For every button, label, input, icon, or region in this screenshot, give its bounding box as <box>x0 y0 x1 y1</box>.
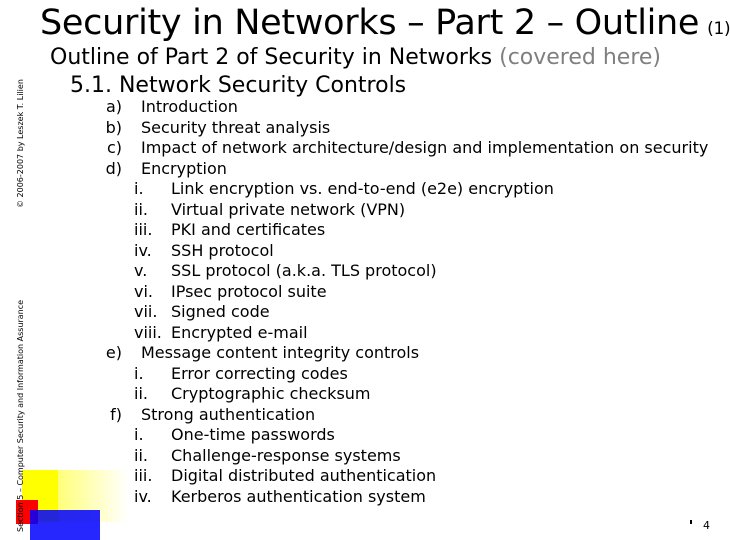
outline-subitem <box>0 425 720 446</box>
outline-item-text: Introduction <box>141 97 238 116</box>
outline-subitem-marker: ii. <box>134 445 148 465</box>
outline-item-text: Strong authentication <box>141 404 316 424</box>
outline-subitem-text: SSL protocol (a.k.a. TLS protocol) <box>171 261 437 280</box>
outline-subitem <box>0 323 720 344</box>
outline-subitem <box>0 261 720 282</box>
outline-item <box>0 159 720 180</box>
outline-subitem-marker: ii. <box>134 384 148 403</box>
outline-subitem-marker: i. <box>134 179 144 198</box>
outline-subitem <box>0 200 720 221</box>
outline-item <box>0 138 720 159</box>
slide-title-text: Security in Networks – Part 2 – Outline <box>40 3 700 43</box>
outline-subitem-marker: vii. <box>134 302 158 321</box>
outline-subitem-text: Kerberos authentication system <box>171 486 426 506</box>
outline-item-marker: e) <box>105 343 122 362</box>
outline-subitem-text: Cryptographic checksum <box>171 384 371 403</box>
outline-subitem-marker: ii. <box>134 199 148 219</box>
slide-title <box>40 2 730 50</box>
outline-subitem <box>0 446 720 467</box>
outline-subitem-text: Link encryption vs. end-to-end (e2e) encryption <box>171 179 554 198</box>
outline-subitem-text: Challenge-response systems <box>171 445 401 465</box>
outline-subitem-text: Virtual private network (VPN) <box>171 199 406 219</box>
outline-subitem-text: IPsec protocol suite <box>171 281 327 301</box>
outline-subitem <box>0 466 720 487</box>
outline-subitem-text: SSH protocol <box>171 240 274 260</box>
outline-list <box>0 97 720 507</box>
subtitle-lead: Outline of Part 2 of Security in Networks <box>50 45 493 70</box>
outline-subitem-marker: i. <box>134 425 144 444</box>
outline-item-text: Message content integrity controls <box>141 343 420 362</box>
outline-subitem <box>0 384 720 405</box>
outline-subitem-text: Digital distributed authentication <box>171 466 437 485</box>
outline-item-marker: b) <box>105 117 122 137</box>
page-number: 4 <box>703 519 710 532</box>
outline-item-marker: a) <box>105 97 122 116</box>
outline-item-marker: d) <box>105 158 122 178</box>
outline-subitem <box>0 282 720 303</box>
outline-subitem-text: Signed code <box>171 302 270 321</box>
outline-item-marker: c) <box>106 138 122 157</box>
outline-subitem-marker: iv. <box>134 240 152 260</box>
outline-subitem-text: Encrypted e-mail <box>171 322 308 342</box>
outline-subitem-marker: viii. <box>134 322 162 342</box>
outline-item-text: Encryption <box>141 158 227 178</box>
outline-subitem <box>0 179 720 200</box>
outline-subitem-marker: v. <box>134 261 148 280</box>
subtitle-note: (covered here) <box>499 45 662 70</box>
outline-subitem <box>0 220 720 241</box>
outline-item <box>0 118 720 139</box>
outline-subitem <box>0 364 720 385</box>
slide-title-number: (1) <box>707 19 730 39</box>
outline-item-marker: f) <box>110 404 122 424</box>
outline-item <box>0 405 720 426</box>
corner-blue-square <box>30 510 100 540</box>
copyright-notice: © 2006-2007 by Leszek T. Lilien <box>16 79 25 208</box>
outline-subitem <box>0 241 720 262</box>
outline-subitem <box>0 302 720 323</box>
outline-subitem-marker: iv. <box>134 486 152 506</box>
outline-subitem-text: PKI and certificates <box>171 220 326 239</box>
outline-subitem-marker: i. <box>134 363 144 383</box>
outline-subitem-text: Error correcting codes <box>171 363 348 383</box>
outline-item <box>0 343 720 364</box>
slide-tick-mark <box>690 520 692 524</box>
outline-item-text: Impact of network architecture/design and implementation on security <box>141 138 709 157</box>
outline-item-text: Security threat analysis <box>141 117 331 137</box>
outline-subitem <box>0 487 720 508</box>
outline-subitem-marker: vi. <box>134 281 153 301</box>
outline-item <box>0 97 720 118</box>
outline-subitem-text: One-time passwords <box>171 425 335 444</box>
outline-subtitle <box>50 44 661 72</box>
section-footer: Section 5 – Computer Security and Information Assurance <box>16 299 25 532</box>
outline-subitem-marker: iii. <box>134 466 153 485</box>
outline-subitem-marker: iii. <box>134 220 153 239</box>
section-heading: 5.1. Network Security Controls <box>70 73 407 98</box>
